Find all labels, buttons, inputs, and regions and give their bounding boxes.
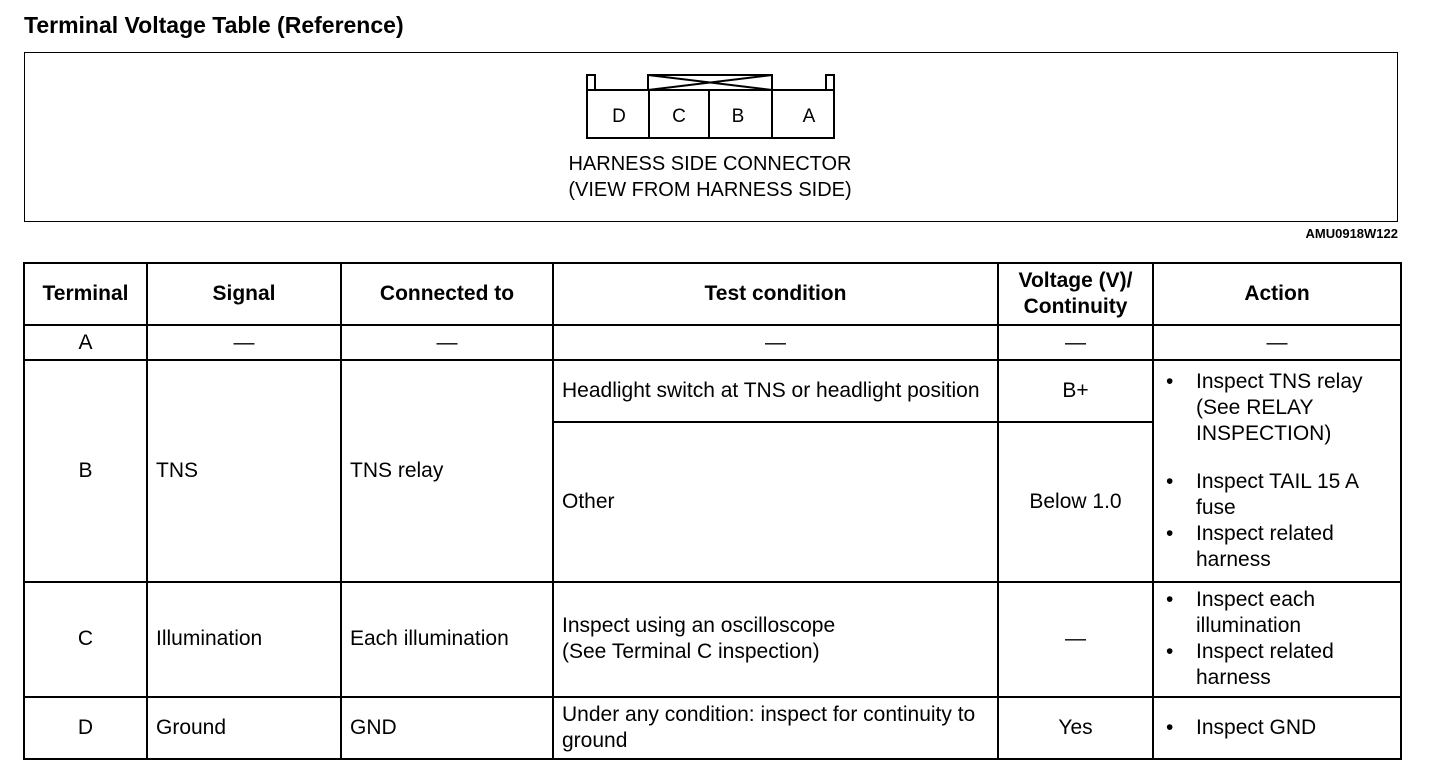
header-voltage-line1: Voltage (V)/ <box>1018 269 1133 293</box>
cell-condition-c <box>553 582 998 696</box>
pin-label-c: C <box>672 106 686 127</box>
cell-voltage-b1: B+ <box>998 360 1153 421</box>
cell-voltage-b2: Below 1.0 <box>998 422 1153 583</box>
action-item: • Inspect each illumination <box>1158 587 1396 639</box>
header-connected-to: Connected to <box>341 263 553 325</box>
cell-voltage-a: — <box>998 325 1153 360</box>
connector-caption-line2: (VIEW FROM HARNESS SIDE) <box>568 179 852 201</box>
cell-condition-b1: Headlight switch at TNS or headlight position <box>553 360 998 421</box>
condition-c-line2: (See Terminal C inspection) <box>562 640 820 664</box>
cell-action-b <box>1153 360 1401 582</box>
action-list-b <box>1158 369 1396 573</box>
header-test-condition: Test condition <box>553 263 998 325</box>
pin-label-d: D <box>612 106 626 127</box>
pin-label-a: A <box>802 106 816 127</box>
cell-voltage-d: Yes <box>998 697 1153 759</box>
terminal-voltage-table <box>23 262 1402 760</box>
action-list-c <box>1158 587 1396 691</box>
cell-signal-c: Illumination <box>147 582 341 696</box>
cell-terminal-d: D <box>24 697 147 759</box>
action-item: • Inspect GND <box>1158 715 1396 741</box>
table-row-d <box>24 697 1401 759</box>
cell-condition-a: — <box>553 325 998 360</box>
cell-action-c <box>1153 582 1401 696</box>
action-item: • Inspect TAIL 15 A fuse <box>1158 469 1396 521</box>
table-row-b <box>24 360 1401 421</box>
cell-terminal-a: A <box>24 325 147 360</box>
cell-connected-c: Each illumination <box>341 582 553 696</box>
cell-connected-d: GND <box>341 697 553 759</box>
action-item: • Inspect TNS relay (See RELAY INSPECTION) <box>1158 369 1396 447</box>
table-row-c <box>24 582 1401 696</box>
cell-action-a: — <box>1153 325 1401 360</box>
cell-signal-a: — <box>147 325 341 360</box>
condition-c-line1: Inspect using an oscilloscope <box>562 614 836 638</box>
cell-terminal-c: C <box>24 582 147 696</box>
cell-condition-d: Under any condition: inspect for continuity to ground <box>553 697 998 759</box>
header-voltage <box>998 263 1153 325</box>
header-signal: Signal <box>147 263 341 325</box>
cell-voltage-c: — <box>998 582 1153 696</box>
action-list-d <box>1158 715 1396 741</box>
cell-action-d <box>1153 697 1401 759</box>
page-title: Terminal Voltage Table (Reference) <box>24 12 404 38</box>
connector-caption-line1: HARNESS SIDE CONNECTOR <box>568 153 852 175</box>
cell-condition-b2: Other <box>553 422 998 583</box>
header-action: Action <box>1153 263 1401 325</box>
header-voltage-line2: Continuity <box>1023 295 1128 319</box>
cell-connected-a: — <box>341 325 553 360</box>
table-row-a <box>24 325 1401 360</box>
cell-signal-b: TNS <box>147 360 341 582</box>
header-terminal: Terminal <box>24 263 147 325</box>
action-item: • Inspect related harness <box>1158 639 1396 691</box>
cell-signal-d: Ground <box>147 697 341 759</box>
cell-terminal-b: B <box>24 360 147 582</box>
pin-label-b: B <box>731 106 745 127</box>
cell-connected-b: TNS relay <box>341 360 553 582</box>
table-header-row <box>24 263 1401 325</box>
figure-code: AMU0918W122 <box>1305 226 1398 241</box>
action-item: • Inspect related harness <box>1158 521 1396 573</box>
